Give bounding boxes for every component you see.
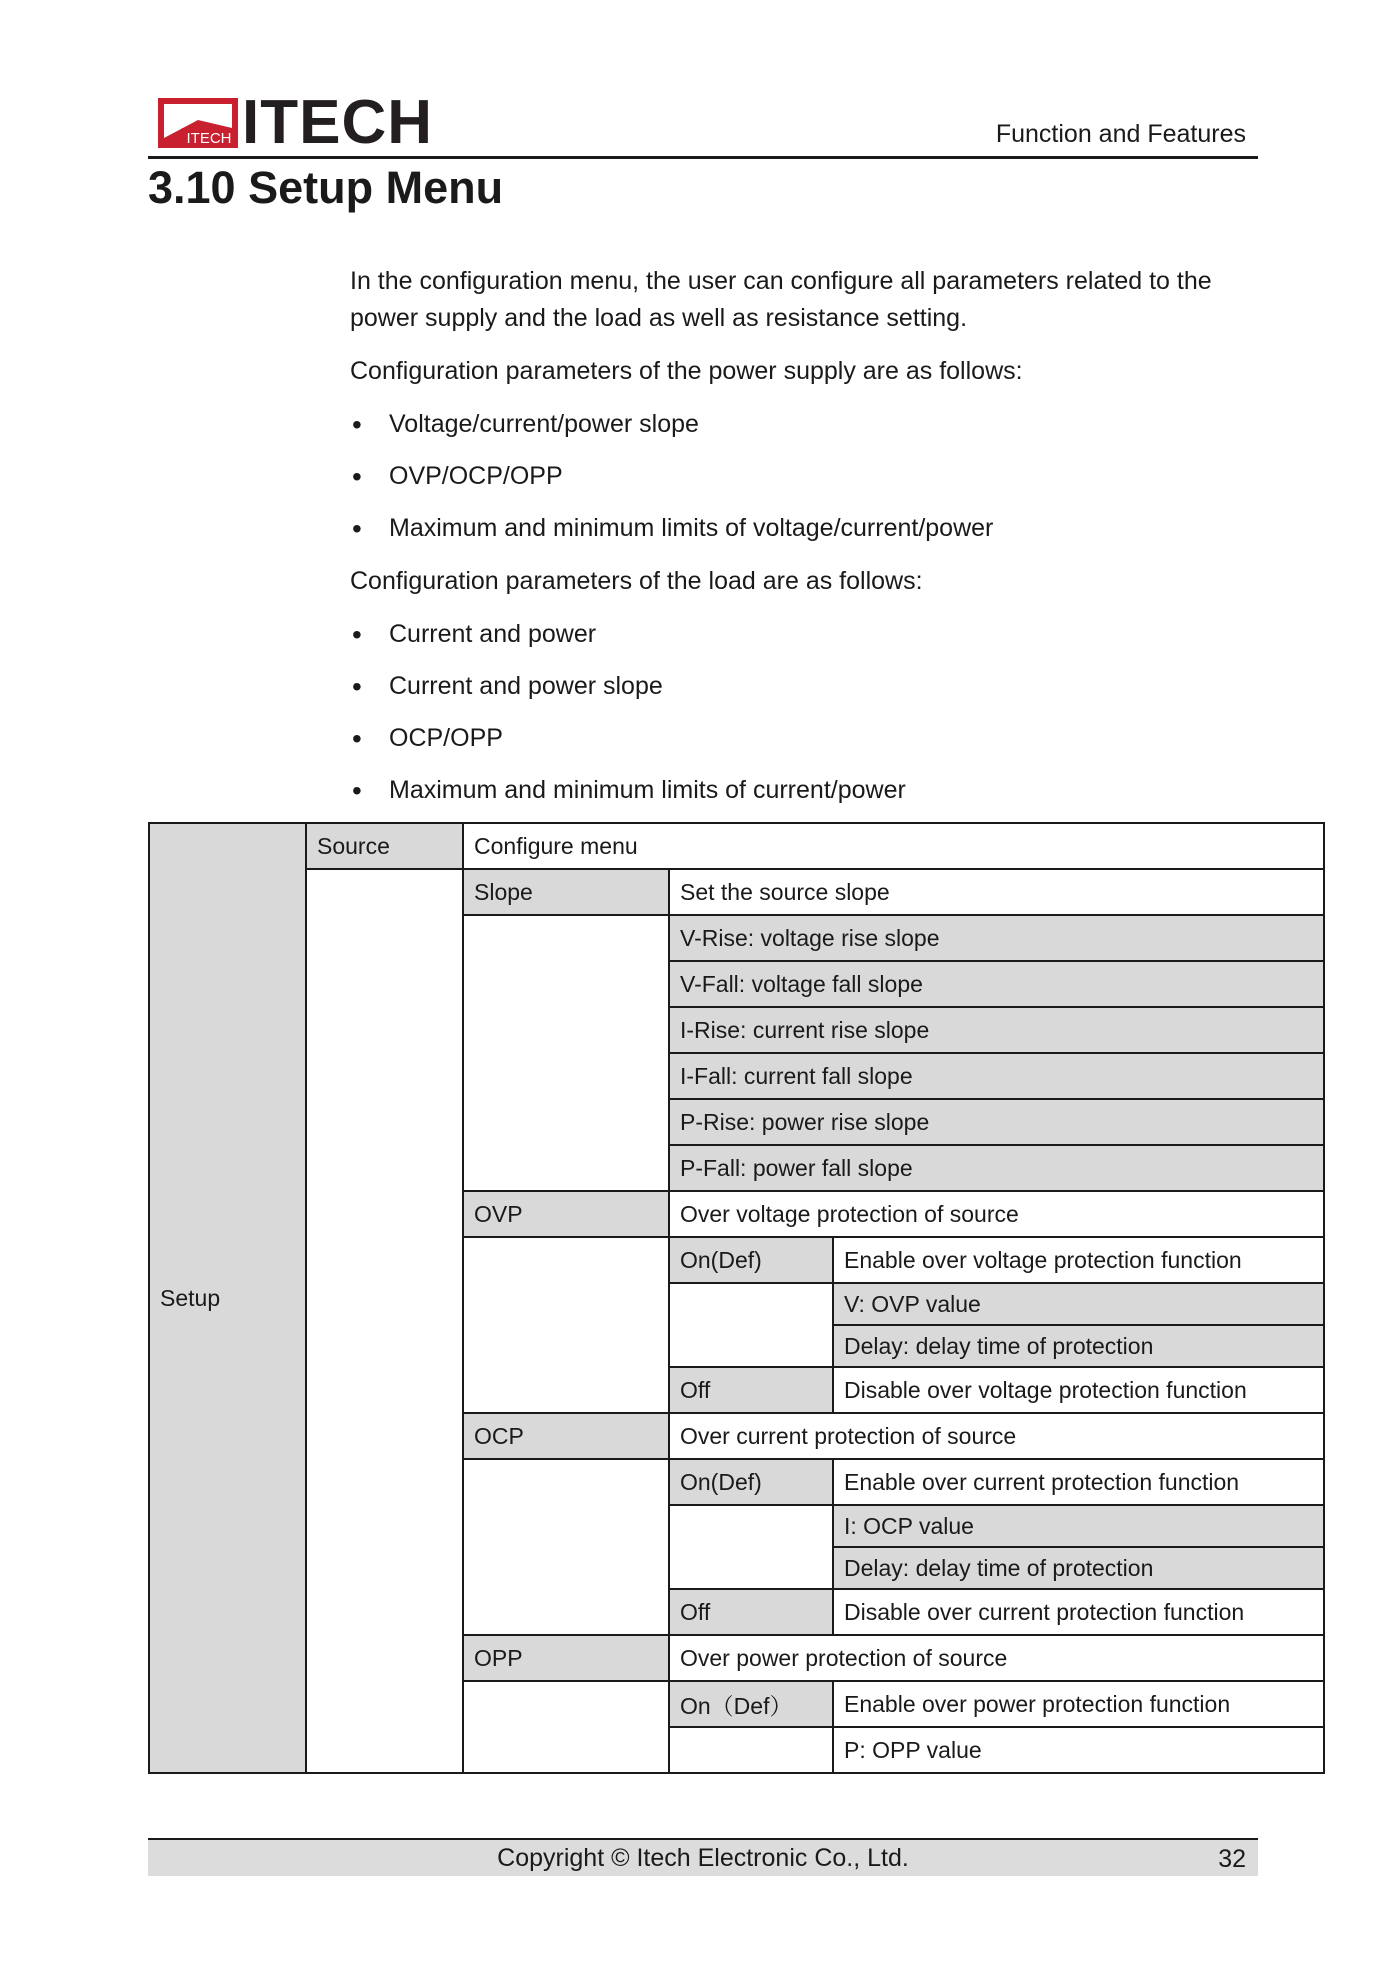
- empty-cell: [306, 869, 463, 1773]
- bullet-icon: •: [352, 461, 362, 492]
- opp-desc-cell: Over power protection of source: [669, 1635, 1324, 1681]
- list-item: • Current and power: [350, 616, 1250, 653]
- table-row: [149, 823, 1324, 869]
- bullet-icon: •: [352, 409, 362, 440]
- copyright-text: Copyright © Itech Electronic Co., Ltd.: [497, 1844, 909, 1872]
- page-header: [148, 88, 1258, 159]
- power-supply-list: [350, 406, 1250, 547]
- ocp-cell: OCP: [463, 1413, 669, 1459]
- bullet-icon: •: [352, 723, 362, 754]
- page-number: 32: [1218, 1845, 1246, 1873]
- slope-item-cell: P-Fall: power fall slope: [669, 1145, 1324, 1191]
- ovp-off-desc-cell: Disable over voltage protection function: [833, 1367, 1324, 1413]
- empty-cell: [463, 1681, 669, 1773]
- ocp-desc-cell: Over current protection of source: [669, 1413, 1324, 1459]
- empty-cell: [669, 1283, 833, 1367]
- ovp-on-cell: On(Def): [669, 1237, 833, 1283]
- itech-logo: [158, 88, 433, 157]
- ocp-off-cell: Off: [669, 1589, 833, 1635]
- list-item: • Maximum and minimum limits of current/power: [350, 772, 1250, 809]
- ovp-desc-cell: Over voltage protection of source: [669, 1191, 1324, 1237]
- section-name: Function and Features: [995, 120, 1246, 148]
- ovp-on-desc-cell: Enable over voltage protection function: [833, 1237, 1324, 1283]
- ovp-value-cell: V: OVP value: [833, 1283, 1324, 1325]
- list-item: • Maximum and minimum limits of voltage/current/power: [350, 510, 1250, 547]
- slope-item-cell: I-Rise: current rise slope: [669, 1007, 1324, 1053]
- slope-item-cell: P-Rise: power rise slope: [669, 1099, 1324, 1145]
- empty-cell: [669, 1505, 833, 1589]
- slope-desc-cell: Set the source slope: [669, 869, 1324, 915]
- bullet-icon: •: [352, 619, 362, 650]
- opp-on-desc-cell: Enable over power protection function: [833, 1681, 1324, 1727]
- source-cell: Source: [306, 823, 463, 869]
- ocp-value-cell: I: OCP value: [833, 1505, 1324, 1547]
- bullet-icon: •: [352, 513, 362, 544]
- page-footer: [148, 1838, 1258, 1876]
- empty-cell: [669, 1727, 833, 1773]
- ocp-delay-cell: Delay: delay time of protection: [833, 1547, 1324, 1589]
- ocp-off-desc-cell: Disable over current protection function: [833, 1589, 1324, 1635]
- page-title: 3.10 Setup Menu: [148, 162, 504, 213]
- power-supply-heading: Configuration parameters of the power supply are as follows:: [350, 357, 1023, 385]
- list-item: • OCP/OPP: [350, 720, 1250, 757]
- slope-cell: Slope: [463, 869, 669, 915]
- ovp-cell: OVP: [463, 1191, 669, 1237]
- empty-cell: [463, 915, 669, 1191]
- ocp-on-desc-cell: Enable over current protection function: [833, 1459, 1324, 1505]
- configure-menu-cell: Configure menu: [463, 823, 1324, 869]
- opp-on-cell: On（Def）: [669, 1681, 833, 1727]
- ocp-on-cell: On(Def): [669, 1459, 833, 1505]
- empty-cell: [463, 1459, 669, 1635]
- logo-wordmark: ITECH: [242, 88, 433, 157]
- logo-badge-text: ITECH: [186, 130, 232, 147]
- body-text: [350, 263, 1250, 825]
- setup-menu-table: [148, 822, 1325, 1774]
- ovp-delay-cell: Delay: delay time of protection: [833, 1325, 1324, 1367]
- ovp-off-cell: Off: [669, 1367, 833, 1413]
- list-item: • Voltage/current/power slope: [350, 406, 1250, 443]
- bullet-icon: •: [352, 671, 362, 702]
- slope-item-cell: I-Fall: current fall slope: [669, 1053, 1324, 1099]
- load-heading: Configuration parameters of the load are as follows:: [350, 567, 923, 595]
- slope-item-cell: V-Rise: voltage rise slope: [669, 915, 1324, 961]
- slope-item-cell: V-Fall: voltage fall slope: [669, 961, 1324, 1007]
- empty-cell: [463, 1237, 669, 1413]
- opp-cell: OPP: [463, 1635, 669, 1681]
- intro-paragraph: In the configuration menu, the user can configure all parameters related to the power supply and the load as well as resistance setting.: [350, 267, 1212, 332]
- table-row: [149, 869, 1324, 915]
- bullet-icon: •: [352, 775, 362, 806]
- list-item: • Current and power slope: [350, 668, 1250, 705]
- setup-cell: Setup: [149, 823, 306, 1773]
- load-list: [350, 616, 1250, 809]
- list-item: • OVP/OCP/OPP: [350, 458, 1250, 495]
- opp-value-cell: P: OPP value: [833, 1727, 1324, 1773]
- itech-logo-mark-icon: [158, 98, 238, 148]
